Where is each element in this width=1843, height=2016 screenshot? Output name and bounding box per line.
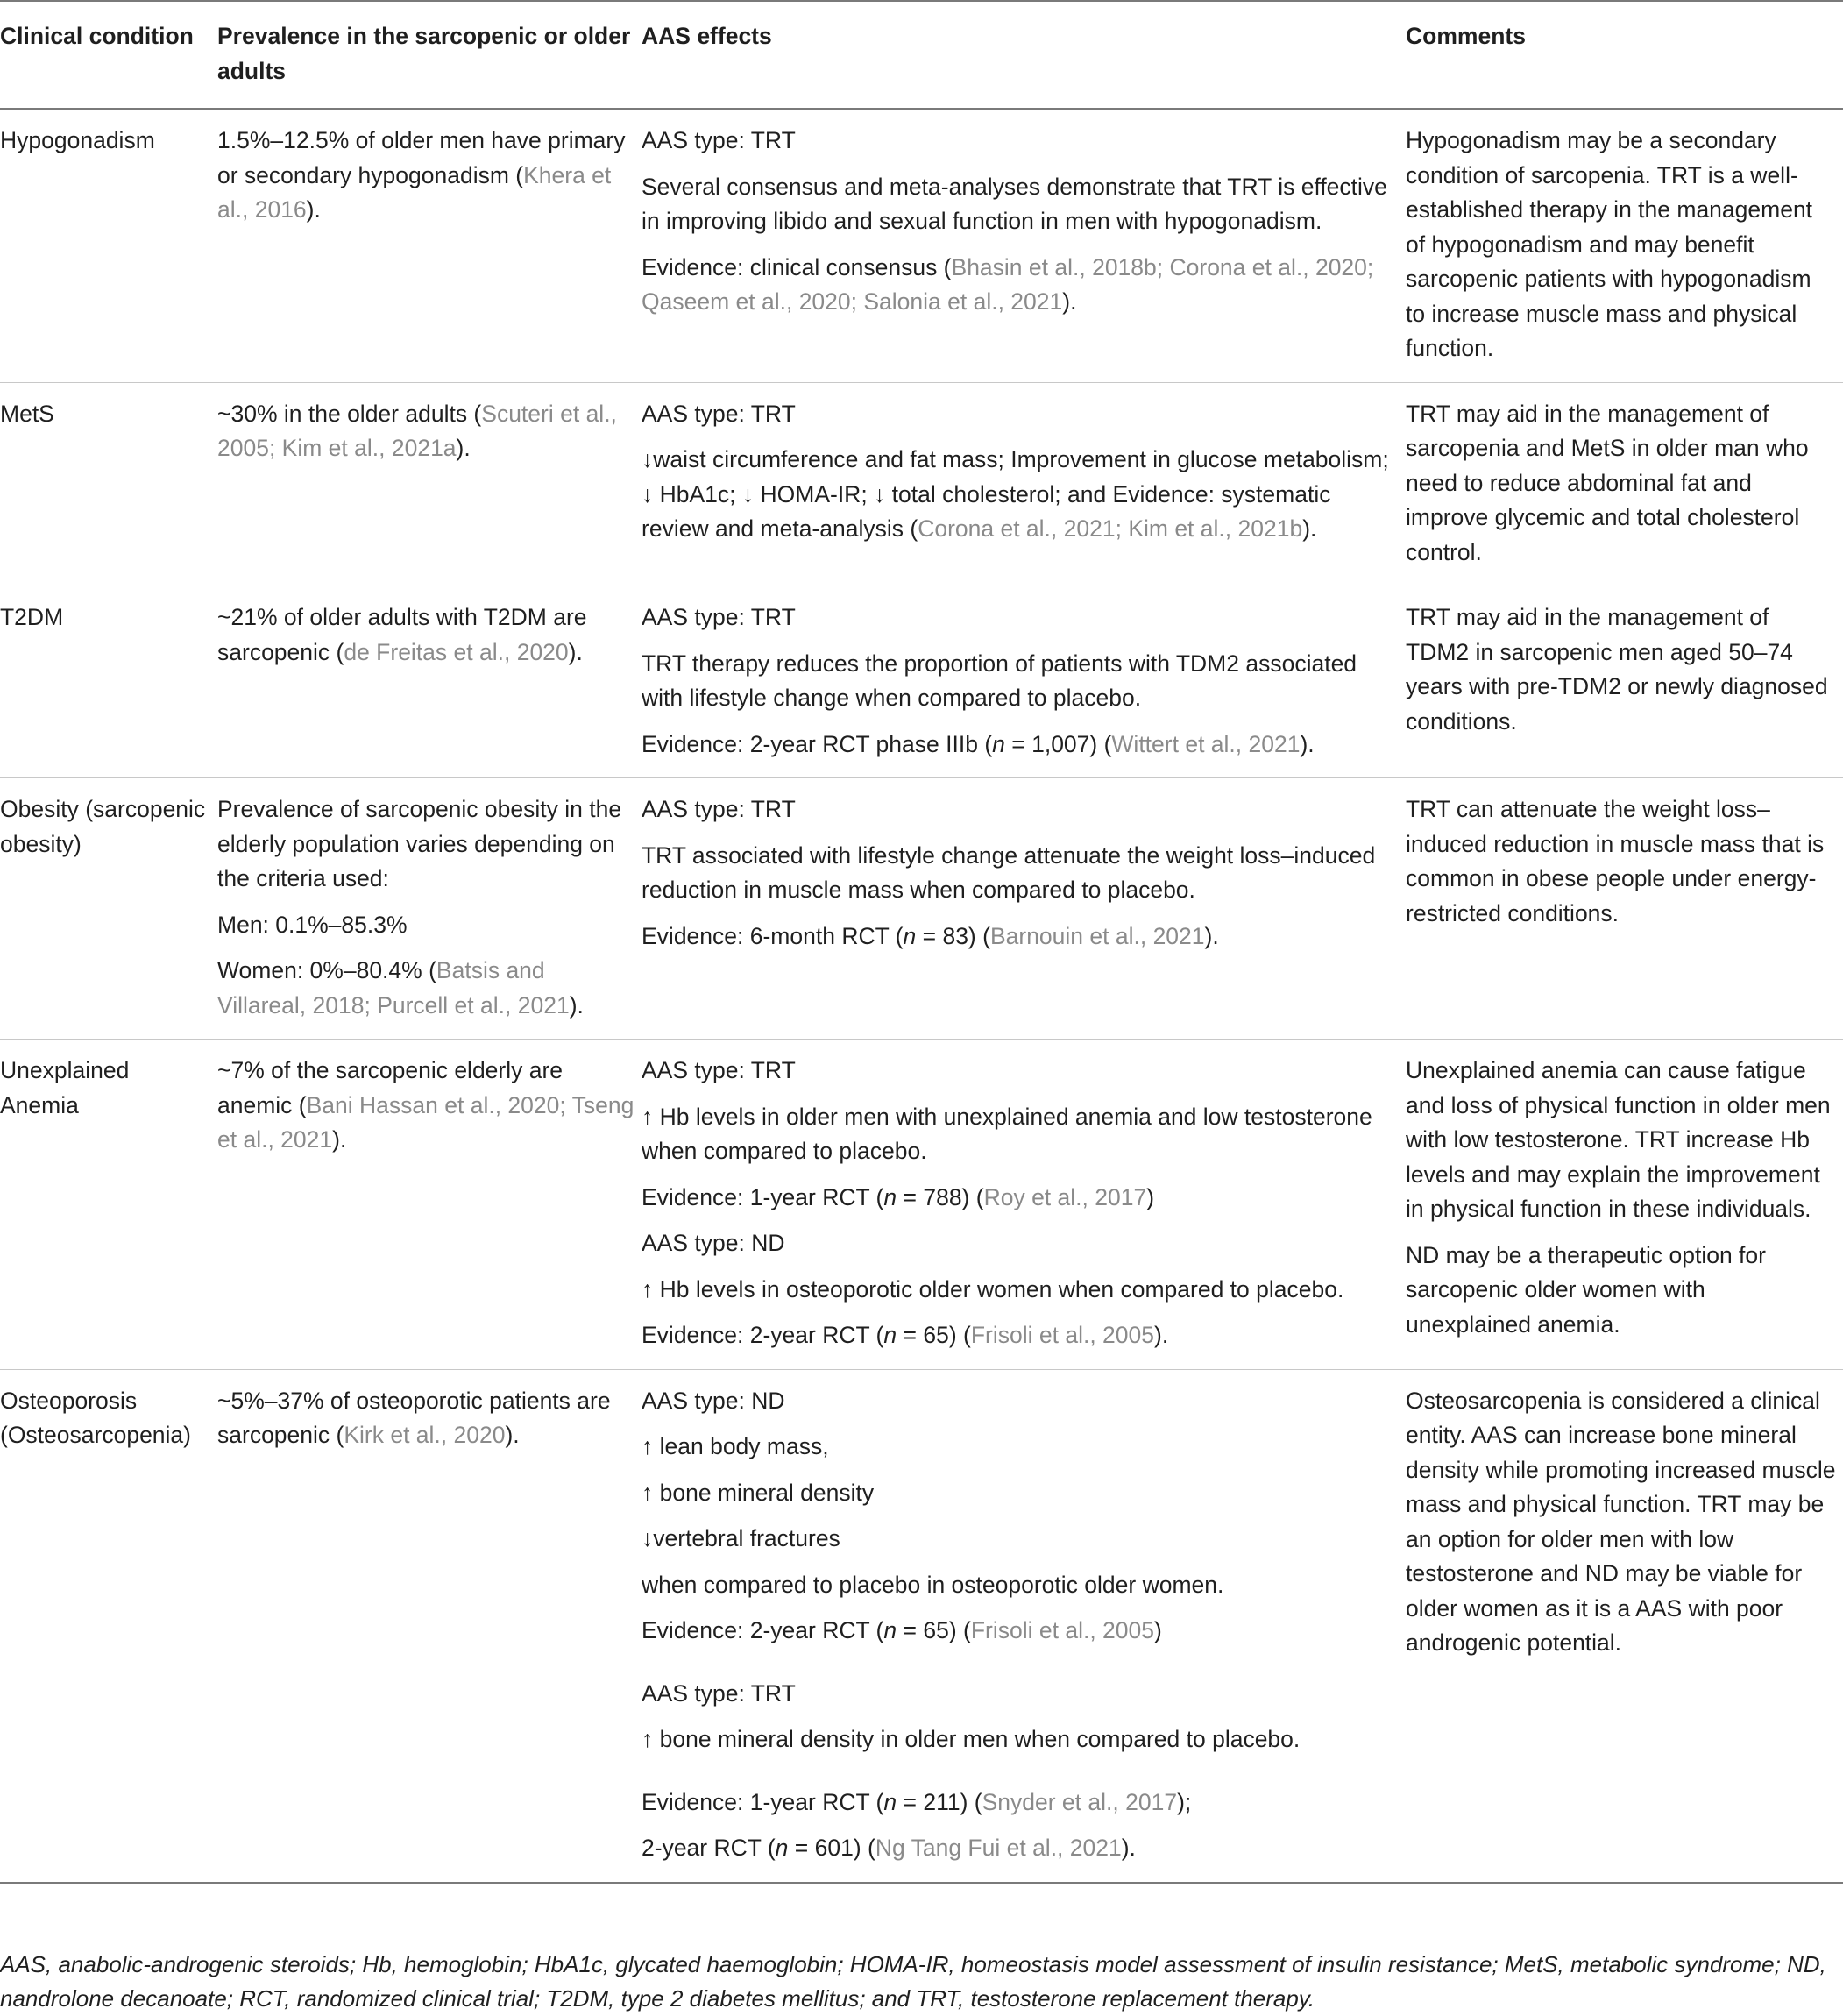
- cell-condition: Obesity (sarcopenic obesity): [0, 796, 206, 857]
- cell-paragraph: [642, 1476, 1399, 1511]
- cell-paragraph: [1406, 1384, 1836, 1661]
- citation-link: Barnouin et al., 2021: [989, 922, 1205, 949]
- text-run: Prevalence of sarcopenic obesity in the elderly population varies depending on the criteria used:: [217, 796, 622, 891]
- citation-link: Scuteri et al., 2005; Kim et al., 2021a: [217, 400, 617, 461]
- text-run: Evidence: 1-year RCT (: [642, 1183, 884, 1210]
- text-run: ↑ bone mineral density: [642, 1479, 875, 1506]
- text-run: );: [1177, 1788, 1192, 1815]
- cell-comments: [1406, 1040, 1843, 1370]
- cell-paragraph: [217, 908, 634, 943]
- citation-link: Batsis and Villareal, 2018; Purcell et al., 2021: [217, 957, 570, 1019]
- text-run: Unexplained anemia can cause fatigue and loss of physical function in older men with low testosterone. TRT increase Hb levels and may explain the improvement in physical function in these individuals.: [1406, 1057, 1831, 1222]
- header-aas-effects: AAS effects: [642, 23, 772, 49]
- cell-prevalence: [217, 109, 642, 382]
- cell-prevalence: [217, 778, 642, 1040]
- cell-paragraph: [642, 251, 1399, 320]
- text-run: Evidence: 2-year RCT phase IIIb (: [642, 730, 993, 757]
- text-run: 1.5%–12.5% of older men have primary or secondary hypogonadism (: [217, 127, 626, 188]
- table-footnote: AAS, anabolic-androgenic steroids; Hb, hemoglobin; HbA1c, glycated haemoglobin; HOMA-IR, homeostasis model assessment of insulin resistance; MetS, metabolic syndrome; ND, nandrolone decanoate; RCT, randomized clinical trial; T2DM, type 2 diabetes mellitus; and TRT, testosterone replacement therapy.: [0, 1951, 1826, 2012]
- cell-paragraph: [642, 1318, 1399, 1353]
- cell-effects: [642, 778, 1406, 1040]
- cell-paragraph: [642, 397, 1399, 432]
- cell-paragraph: [642, 443, 1399, 547]
- text-run: ): [1154, 1617, 1162, 1643]
- text-run: ): [1146, 1183, 1155, 1210]
- cell-paragraph: [1406, 1054, 1836, 1227]
- text-run: ↑ Hb levels in osteoporotic older women when compared to placebo.: [642, 1275, 1344, 1303]
- text-run: AAS type: TRT: [642, 1057, 796, 1083]
- cell-comments: [1406, 586, 1843, 778]
- cell-paragraph: [642, 1722, 1399, 1757]
- cell-paragraph: [642, 647, 1399, 716]
- text-run: ↑ Hb levels in older men with unexplained anemia and low testosterone when compared to placebo.: [642, 1103, 1372, 1164]
- cell-paragraph: [642, 600, 1399, 635]
- header-prevalence: Prevalence in the sarcopenic or older adults: [217, 23, 631, 84]
- citation-link: de Freitas et al., 2020: [344, 638, 569, 665]
- text-run: AAS type: TRT: [642, 1679, 796, 1707]
- text-run: ).: [1121, 1835, 1136, 1861]
- cell-paragraph: [642, 1226, 1399, 1261]
- cell-paragraph: [642, 1054, 1399, 1089]
- text-run: AAS type: TRT: [642, 796, 796, 822]
- cell-paragraph: [642, 1677, 1399, 1712]
- cell-paragraph: [642, 170, 1399, 239]
- text-run: ).: [1302, 515, 1317, 542]
- cell-paragraph: [642, 1181, 1399, 1216]
- cell-comments: [1406, 382, 1843, 586]
- text-run: Several consensus and meta-analyses demonstrate that TRT is effective in improving libido and sexual function in men with hypogonadism.: [642, 173, 1387, 234]
- cell-paragraph: [642, 1430, 1399, 1465]
- text-run: AAS type: TRT: [642, 604, 796, 630]
- cell-effects: [642, 1369, 1406, 1883]
- text-run: ).: [1154, 1322, 1169, 1348]
- cell-comments: [1406, 778, 1843, 1040]
- text-run: = 83) (: [916, 922, 990, 949]
- cell-paragraph: [642, 792, 1399, 827]
- header-row: [0, 1, 1843, 109]
- text-run: ↓waist circumference and fat mass; Improvement in glucose metabolism; ↓ HbA1c; ↓ HOMA-IR; ↓ total cholesterol; and Evidence: systematic review and meta-analysis (: [642, 446, 1389, 542]
- sample-size-symbol: n: [883, 1322, 897, 1348]
- cell-paragraph: [1406, 792, 1836, 931]
- sample-size-symbol: n: [992, 730, 1005, 757]
- cell-paragraph: [1406, 397, 1836, 571]
- text-run: ).: [505, 1422, 520, 1448]
- table-row: [0, 109, 1843, 382]
- text-run: TRT can attenuate the weight loss–induced reduction in muscle mass that is common in obese people under energy-restricted conditions.: [1406, 796, 1825, 926]
- citation-link: Frisoli et al., 2005: [970, 1322, 1154, 1348]
- cell-paragraph: [642, 1831, 1399, 1866]
- cell-comments: [1406, 1369, 1843, 1883]
- cell-paragraph: [1406, 600, 1836, 739]
- text-run: Evidence: 6-month RCT (: [642, 922, 904, 949]
- text-run: ~21% of older adults with T2DM are sarcopenic (: [217, 604, 587, 665]
- text-run: ).: [1062, 288, 1077, 315]
- cell-prevalence: [217, 586, 642, 778]
- text-run: ).: [306, 196, 321, 223]
- cell-paragraph: [642, 919, 1399, 955]
- sample-size-symbol: n: [903, 922, 917, 949]
- text-run: = 65) (: [897, 1617, 971, 1643]
- header-comments: Comments: [1406, 23, 1526, 49]
- citation-link: Roy et al., 2017: [983, 1183, 1147, 1210]
- cell-paragraph: [642, 1522, 1399, 1557]
- text-run: AAS type: ND: [642, 1230, 785, 1256]
- text-run: = 1,007) (: [1004, 730, 1112, 757]
- cell-paragraph: [217, 124, 634, 228]
- citation-link: Bhasin et al., 2018b; Corona et al., 2020; Qaseem et al., 2020; Salonia et al., 2021: [642, 253, 1374, 315]
- text-run: ND may be a therapeutic option for sarcopenic older women with unexplained anemia.: [1406, 1241, 1766, 1338]
- cell-paragraph: [642, 1614, 1399, 1649]
- cell-paragraph: [642, 839, 1399, 908]
- text-run: Evidence: 1-year RCT (: [642, 1788, 884, 1815]
- cell-paragraph: [217, 600, 634, 670]
- text-run: ↓vertebral fractures: [642, 1525, 840, 1551]
- cell-effects: [642, 586, 1406, 778]
- table-row: [0, 382, 1843, 586]
- cell-paragraph: [642, 1273, 1399, 1308]
- cell-prevalence: [217, 1040, 642, 1370]
- table-header: [0, 1, 1843, 109]
- citation-link: Ng Tang Fui et al., 2021: [875, 1835, 1122, 1861]
- citation-link: Snyder et al., 2017: [982, 1788, 1178, 1815]
- citation-link: Bani Hassan et al., 2020; Tseng et al., 2021: [217, 1091, 634, 1153]
- text-run: ).: [568, 638, 583, 665]
- cell-paragraph: [642, 124, 1399, 159]
- table-row: [0, 586, 1843, 778]
- text-run: ).: [332, 1126, 347, 1153]
- cell-paragraph: [642, 1100, 1399, 1169]
- cell-paragraph: [217, 954, 634, 1023]
- cell-paragraph: [642, 728, 1399, 763]
- text-run: ↑ bone mineral density in older men when compared to placebo.: [642, 1726, 1301, 1752]
- text-run: AAS type: TRT: [642, 127, 796, 153]
- cell-paragraph: [217, 1384, 634, 1453]
- text-run: TRT may aid in the management of sarcopenia and MetS in older man who need to reduce abdominal fat and improve glycemic and total cholesterol control.: [1406, 400, 1809, 565]
- cell-paragraph: [217, 397, 634, 466]
- text-run: ).: [569, 991, 584, 1019]
- text-run: TRT therapy reduces the proportion of patients with TDM2 associated with lifestyle change when compared to placebo.: [642, 650, 1357, 711]
- text-run: Evidence: 2-year RCT (: [642, 1322, 884, 1348]
- cell-condition: Unexplained Anemia: [0, 1057, 130, 1118]
- text-run: = 601) (: [788, 1835, 875, 1861]
- sample-size-symbol: n: [883, 1788, 897, 1815]
- sample-size-symbol: n: [883, 1617, 897, 1643]
- cell-condition: MetS: [0, 400, 54, 427]
- text-run: = 788) (: [897, 1183, 984, 1210]
- table-row: [0, 1369, 1843, 1883]
- cell-paragraph: [217, 1054, 634, 1158]
- cell-paragraph: [642, 1785, 1399, 1821]
- cell-effects: [642, 382, 1406, 586]
- text-run: ↑ lean body mass,: [642, 1433, 829, 1459]
- cell-effects: [642, 109, 1406, 382]
- cell-condition: Hypogonadism: [0, 127, 155, 153]
- text-run: Men: 0.1%–85.3%: [217, 911, 408, 938]
- text-run: Evidence: clinical consensus (: [642, 253, 952, 280]
- text-run: ).: [1300, 730, 1315, 757]
- cell-paragraph: [1406, 1239, 1836, 1343]
- citation-link: Khera et al., 2016: [217, 161, 612, 223]
- header-clinical-condition: Clinical condition: [0, 23, 194, 49]
- text-run: TRT may aid in the management of TDM2 in sarcopenic men aged 50–74 years with pre-TDM2 or newly diagnosed conditions.: [1406, 604, 1828, 735]
- text-run: when compared to placebo in osteoporotic older women.: [642, 1571, 1224, 1598]
- text-run: ~7% of the sarcopenic elderly are anemic (: [217, 1057, 564, 1118]
- text-run: ).: [1204, 922, 1219, 949]
- text-run: ~30% in the older adults (: [217, 400, 482, 427]
- text-run: Osteosarcopenia is considered a clinical entity. AAS can increase bone mineral density while promoting increased muscle mass and physical function. TRT may be an option for older men with low testosterone and ND may be viable for older women as it is a AAS with poor androgenic potential.: [1406, 1387, 1836, 1656]
- table-row: [0, 1040, 1843, 1370]
- cell-paragraph: [1406, 124, 1836, 366]
- sample-size-symbol: n: [775, 1835, 789, 1861]
- citation-link: Corona et al., 2021; Kim et al., 2021b: [918, 515, 1303, 542]
- cell-comments: [1406, 109, 1843, 382]
- text-run: AAS type: ND: [642, 1387, 785, 1414]
- text-run: ).: [456, 435, 471, 461]
- cell-paragraph: [217, 792, 634, 897]
- text-run: AAS type: TRT: [642, 400, 796, 427]
- text-run: TRT associated with lifestyle change attenuate the weight loss–induced reduction in muscle mass when compared to placebo.: [642, 841, 1376, 903]
- sample-size-symbol: n: [883, 1183, 897, 1210]
- cell-condition: Osteoporosis (Osteosarcopenia): [0, 1387, 191, 1448]
- table-row: [0, 778, 1843, 1040]
- text-run: Women: 0%–80.4% (: [217, 957, 436, 983]
- text-run: ~5%–37% of osteoporotic patients are sarcopenic (: [217, 1387, 611, 1448]
- cell-effects: [642, 1040, 1406, 1370]
- cell-prevalence: [217, 1369, 642, 1883]
- text-run: = 65) (: [897, 1322, 971, 1348]
- text-run: Evidence: 2-year RCT (: [642, 1617, 884, 1643]
- cell-paragraph: [642, 1384, 1399, 1419]
- cell-prevalence: [217, 382, 642, 586]
- citation-link: Wittert et al., 2021: [1111, 730, 1301, 757]
- text-run: = 211) (: [897, 1788, 982, 1815]
- citation-link: Kirk et al., 2020: [344, 1422, 506, 1448]
- text-run: Hypogonadism may be a secondary condition of sarcopenia. TRT is a well-established therapy in the management of hypogonadism and may benefit sarcopenic patients with hypogonadism to increase muscle mass and physical function.: [1406, 127, 1813, 361]
- cell-paragraph: [642, 1568, 1399, 1603]
- text-run: 2-year RCT (: [642, 1835, 776, 1861]
- cell-condition: T2DM: [0, 604, 64, 630]
- citation-link: Frisoli et al., 2005: [970, 1617, 1154, 1643]
- table-body: [0, 109, 1843, 1883]
